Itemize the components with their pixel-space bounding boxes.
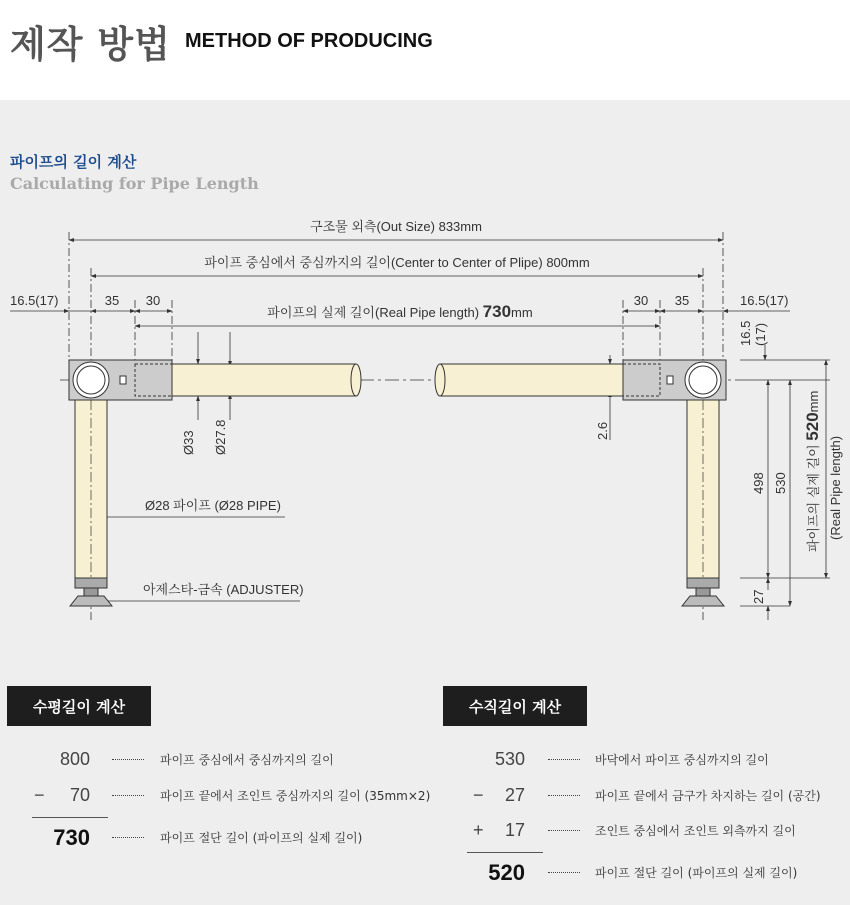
section-title-korean: 파이프의 길이 계산 bbox=[10, 153, 137, 171]
row-description: 파이프 절단 길이 (파이프의 실제 길이) bbox=[160, 831, 363, 845]
row-value: 730 bbox=[53, 825, 90, 850]
vertical-offset-label: 16.5 bbox=[738, 320, 753, 346]
inner-diameter-label: Ø27.8 bbox=[213, 419, 228, 455]
left-35-label: 35 bbox=[104, 293, 120, 308]
row-value: 17 bbox=[504, 820, 525, 840]
right-offset-label: 16.5(17) bbox=[740, 293, 789, 308]
dotted-leader bbox=[112, 759, 144, 760]
section-title-english: Calculating for Pipe Length bbox=[10, 174, 259, 193]
pipe-label: Ø28 파이프 (Ø28 PIPE) bbox=[145, 498, 281, 513]
vertical-calc-title: 수직길이 계산 bbox=[443, 686, 587, 726]
row-description: 조인트 중심에서 조인트 외측까지 길이 bbox=[595, 824, 796, 838]
dim-498-label: 498 bbox=[751, 472, 766, 494]
vertical-real-value: 520 bbox=[803, 412, 822, 441]
dotted-leader bbox=[548, 872, 580, 873]
row-description: 파이프 절단 길이 (파이프의 실제 길이) bbox=[595, 866, 798, 880]
dim-530-label: 530 bbox=[773, 472, 788, 494]
row-operator: − bbox=[34, 785, 45, 805]
row-description: 파이프 끝에서 금구가 차지하는 길이 (공간) bbox=[595, 789, 821, 803]
row-description: 바닥에서 파이프 중심까지의 길이 bbox=[595, 753, 769, 767]
horizontal-calc-title: 수평길이 계산 bbox=[7, 686, 151, 726]
row-value: 800 bbox=[59, 749, 90, 769]
row-description: 파이프 끝에서 조인트 중심까지의 길이 (35mm×2) bbox=[160, 789, 431, 803]
row-value: 27 bbox=[504, 785, 525, 805]
center-to-center-label: 파이프 중심에서 중심까지의 길이(Center to Center of Plipe) 800mm bbox=[204, 255, 590, 270]
real-length-prefix: 파이프의 실제 길이(Real Pipe length) bbox=[267, 305, 483, 320]
dotted-leader bbox=[112, 795, 144, 796]
page-title-korean: 제작 방법 bbox=[10, 23, 171, 66]
out-size-label: 구조물 외측(Out Size) 833mm bbox=[310, 219, 482, 234]
adjuster-label: 아제스타-금속 (ADJUSTER) bbox=[143, 582, 304, 597]
row-operator: − bbox=[473, 785, 484, 805]
dotted-leader bbox=[548, 830, 580, 831]
vertical-real-length-label bbox=[803, 391, 822, 552]
row-value: 70 bbox=[69, 785, 90, 805]
dotted-leader bbox=[548, 759, 580, 760]
left-30-label: 30 bbox=[145, 293, 161, 308]
real-length-value: 730 bbox=[482, 302, 512, 321]
outer-diameter-label: Ø33 bbox=[181, 430, 196, 455]
row-value: 520 bbox=[488, 860, 525, 885]
right-30-label: 30 bbox=[633, 293, 649, 308]
real-length-label bbox=[267, 302, 532, 321]
right-35-label: 35 bbox=[674, 293, 690, 308]
vertical-offset-paren-label: (17) bbox=[753, 322, 768, 346]
row-description: 파이프 중심에서 중심까지의 길이 bbox=[160, 753, 334, 767]
vertical-real-unit: mm bbox=[806, 390, 821, 413]
sum-rule bbox=[467, 852, 543, 853]
vertical-real-length-en: (Real Pipe length) bbox=[828, 435, 843, 540]
dim-27-label: 27 bbox=[751, 589, 766, 604]
wall-thickness-label: 2.6 bbox=[595, 421, 610, 440]
dotted-leader bbox=[548, 795, 580, 796]
row-value: 530 bbox=[494, 749, 525, 769]
left-offset-label: 16.5(17) bbox=[10, 293, 59, 308]
vertical-real-prefix: 파이프의 실제 길이 bbox=[806, 440, 821, 552]
sum-rule bbox=[32, 817, 108, 818]
page-title-english: METHOD OF PRODUCING bbox=[185, 30, 433, 52]
real-length-unit: mm bbox=[511, 305, 533, 320]
dotted-leader bbox=[112, 837, 144, 838]
row-operator: + bbox=[473, 820, 484, 840]
